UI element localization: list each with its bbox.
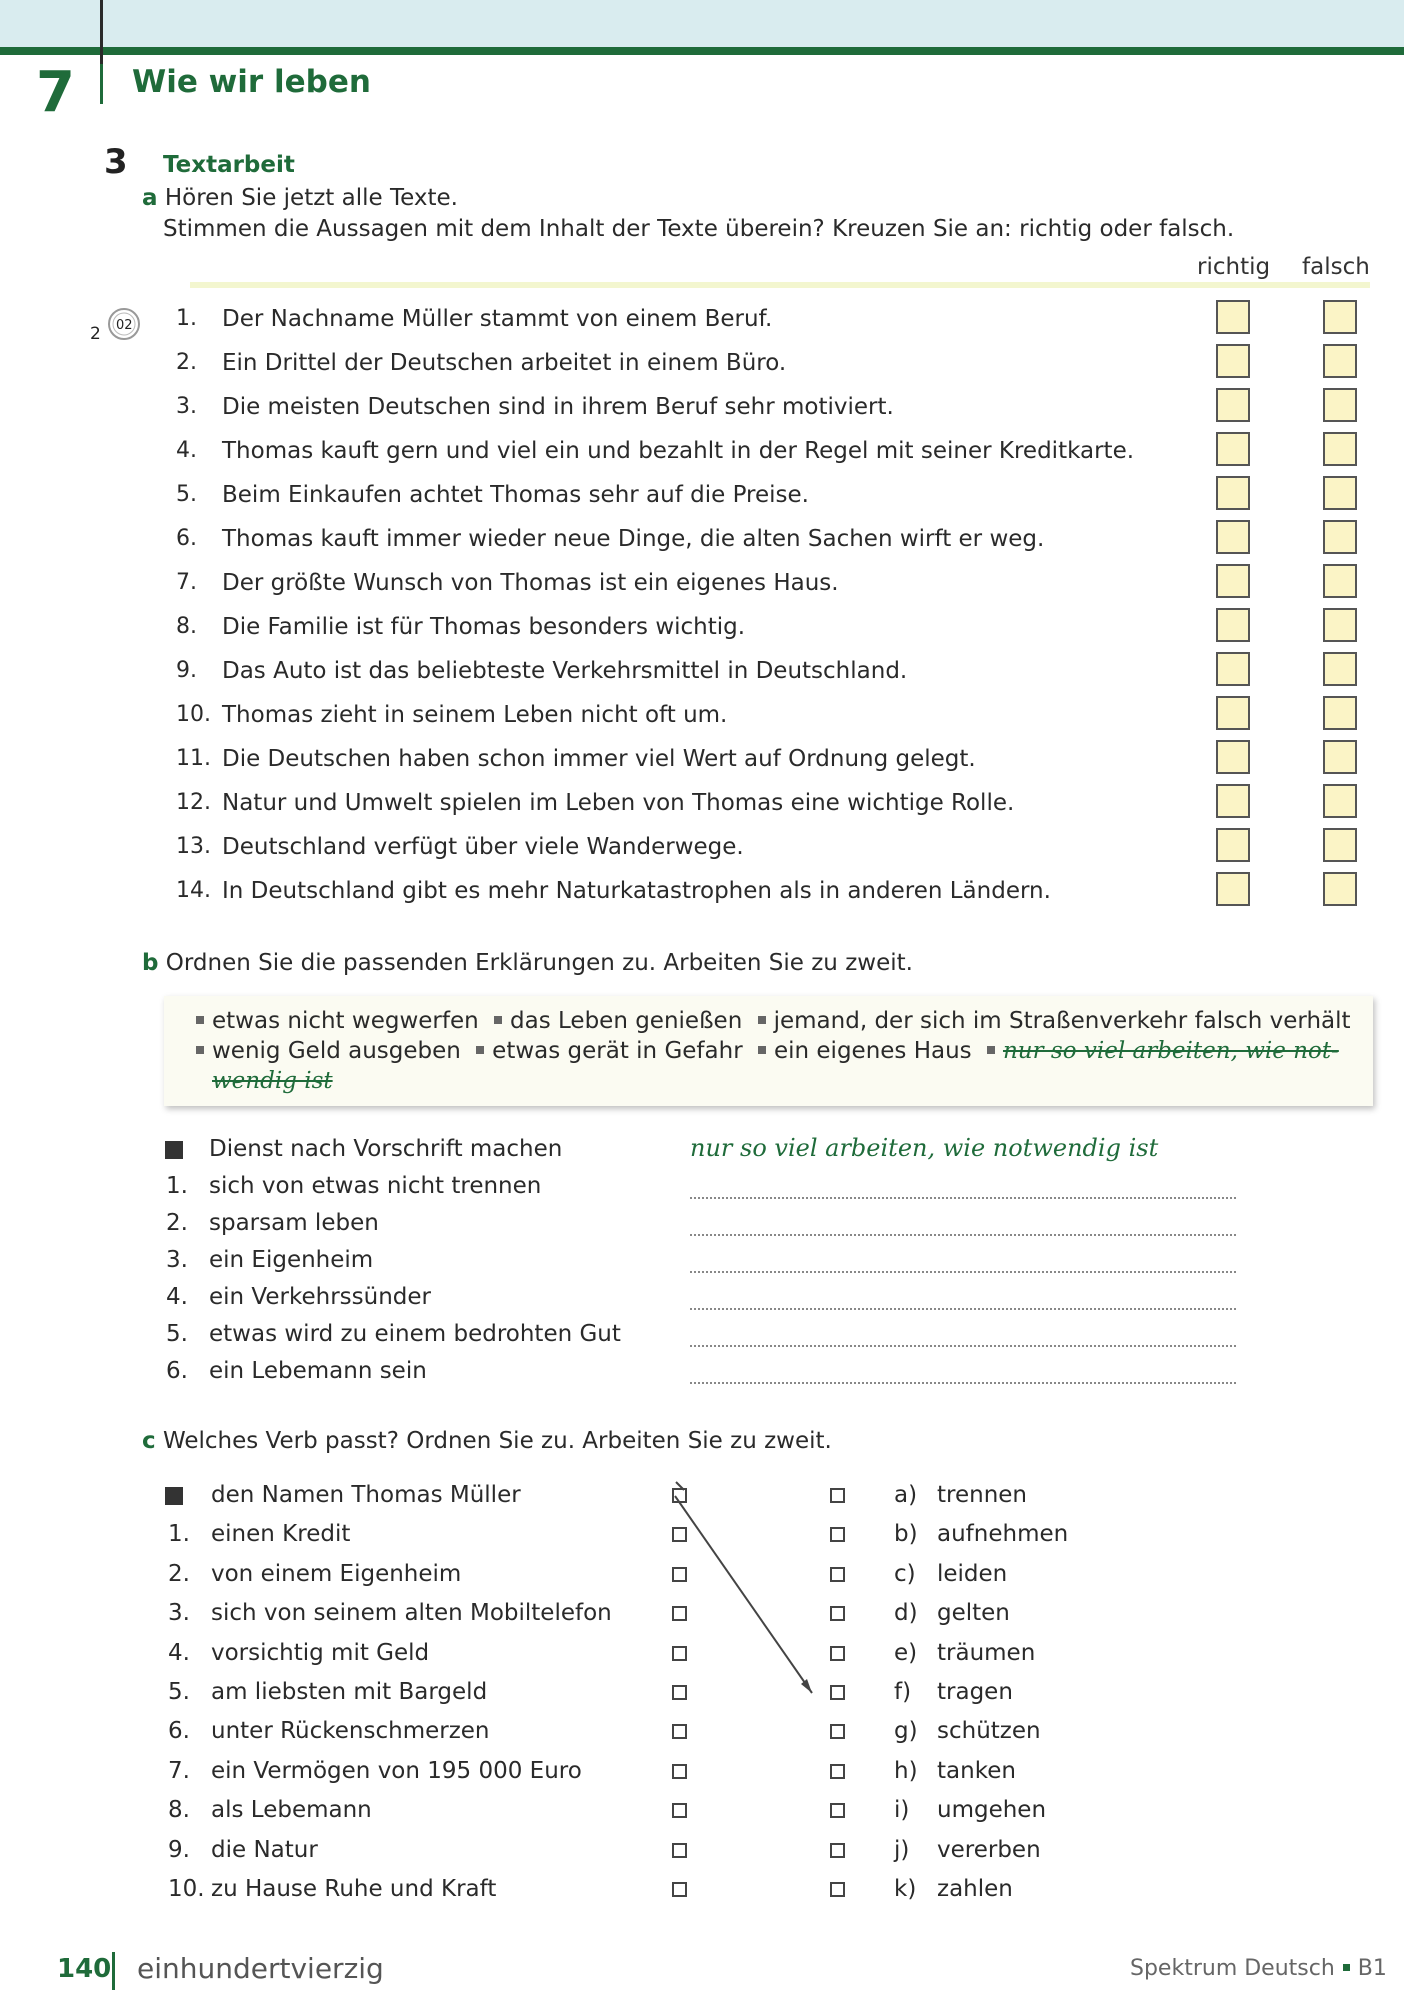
audio-track-number: 02: [116, 318, 133, 333]
statement-text: Die Familie ist für Thomas besonders wichtig.: [222, 614, 746, 640]
word-box-struck-entry: nur so viel arbeiten, wie not-: [1002, 1038, 1339, 1064]
verb-text: vererben: [937, 1836, 1041, 1863]
statement-text: Thomas zieht in seinem Leben nicht oft um.: [222, 702, 728, 728]
verb-letter: h): [894, 1757, 918, 1784]
phrase-number: 7.: [168, 1757, 190, 1784]
part-c-instruction: [142, 1428, 832, 1454]
part-c-letter: c: [142, 1428, 156, 1454]
part-c-instruction-text: Welches Verb passt? Ordnen Sie zu. Arbeiten Sie zu zweit.: [162, 1428, 832, 1454]
checkbox-richtig[interactable]: [1216, 652, 1250, 686]
answer-line[interactable]: [690, 1306, 1236, 1310]
statement-text: Die meisten Deutschen sind in ihrem Beruf sehr motiviert.: [222, 394, 894, 420]
column-header-falsch: falsch: [1302, 254, 1370, 280]
match-item-text: sparsam leben: [209, 1210, 379, 1236]
word-box-entry[interactable]: etwas nicht wegwerfen: [212, 1008, 479, 1034]
match-item-text: ein Verkehrssünder: [209, 1284, 431, 1310]
checkbox-richtig[interactable]: [1216, 344, 1250, 378]
match-item-text: etwas wird zu einem bedrohten Gut: [209, 1321, 621, 1347]
checkbox-falsch[interactable]: [1323, 828, 1357, 862]
phrase-text: einen Kredit: [211, 1521, 351, 1548]
top-banner: [0, 0, 1404, 50]
phrase-number: 3.: [168, 1600, 190, 1627]
example-phrase: Dienst nach Vorschrift machen: [209, 1136, 563, 1162]
right-match-box[interactable]: [830, 1843, 845, 1858]
phrase-text: ein Vermögen von 195 000 Euro: [211, 1757, 582, 1784]
answer-line[interactable]: [690, 1232, 1236, 1236]
series-name: Spektrum Deutsch: [1130, 1956, 1335, 1981]
checkbox-richtig[interactable]: [1216, 608, 1250, 642]
word-box-line-3: [212, 1068, 333, 1094]
verb-text: leiden: [937, 1560, 1008, 1587]
checkbox-richtig[interactable]: [1216, 696, 1250, 730]
verb-text: trennen: [937, 1482, 1028, 1508]
series-label: [1130, 1956, 1387, 1981]
page-number-word: einhundertvierzig: [137, 1952, 384, 1985]
audio-track-icon[interactable]: [86, 306, 144, 342]
word-box-entry[interactable]: wenig Geld ausgeben: [212, 1038, 461, 1064]
statement-text: Thomas kauft immer wieder neue Dinge, die alten Sachen wirft er weg.: [222, 526, 1045, 552]
word-box-line-2: [188, 1038, 1339, 1064]
verb-text: tanken: [937, 1757, 1016, 1784]
section-title: Textarbeit: [163, 152, 295, 178]
verb-text: träumen: [937, 1639, 1036, 1666]
statement-number: 5.: [176, 482, 197, 507]
phrase-text: sich von seinem alten Mobiltelefon: [211, 1600, 612, 1627]
part-a-instruction-text: Hören Sie jetzt alle Texte.: [164, 185, 458, 211]
statement-text: Beim Einkaufen achtet Thomas sehr auf die Preise.: [222, 482, 809, 508]
statement-text: Natur und Umwelt spielen im Leben von Thomas eine wichtige Rolle.: [222, 790, 1015, 816]
phrase-text: von einem Eigenheim: [211, 1560, 462, 1587]
statement-number: 7.: [176, 570, 197, 595]
right-match-box[interactable]: [830, 1724, 845, 1739]
phrase-number: 8.: [168, 1797, 190, 1824]
checkbox-falsch[interactable]: [1323, 696, 1357, 730]
checkbox-falsch[interactable]: [1323, 872, 1357, 906]
word-box-line-1: [188, 1008, 1351, 1034]
header-rule: [190, 282, 1370, 288]
statement-text: Der Nachname Müller stammt von einem Beruf.: [222, 306, 773, 332]
left-match-box[interactable]: [672, 1803, 687, 1818]
answer-line[interactable]: [690, 1380, 1236, 1384]
phrase-number: 5.: [168, 1679, 190, 1705]
phrase-text: vorsichtig mit Geld: [211, 1639, 430, 1666]
statement-number: 14.: [176, 878, 211, 903]
left-match-box[interactable]: [672, 1764, 687, 1779]
phrase-number: 10.: [168, 1876, 205, 1902]
verb-letter: a): [894, 1482, 918, 1508]
phrase-text: die Natur: [211, 1836, 318, 1863]
checkbox-falsch[interactable]: [1323, 432, 1357, 466]
verb-letter: b): [894, 1521, 918, 1548]
right-match-box[interactable]: [830, 1882, 845, 1897]
phrase-number: 9.: [168, 1836, 190, 1863]
checkbox-richtig[interactable]: [1216, 388, 1250, 422]
verb-text: aufnehmen: [937, 1521, 1069, 1548]
verb-letter: c): [894, 1560, 916, 1587]
statement-number: 4.: [176, 438, 197, 463]
match-item-number: 5.: [166, 1321, 188, 1347]
example-marker-icon: [165, 1487, 183, 1505]
match-item-number: 4.: [166, 1284, 188, 1310]
verb-letter: j): [894, 1836, 910, 1863]
phrase-number: 2.: [168, 1560, 190, 1587]
phrase-text: den Namen Thomas Müller: [211, 1482, 521, 1508]
statement-number: 3.: [176, 394, 197, 419]
phrase-text: als Lebemann: [211, 1797, 372, 1824]
word-box-entry[interactable]: das Leben genießen: [510, 1008, 743, 1034]
column-header-richtig: richtig: [1197, 254, 1271, 280]
left-match-box[interactable]: [672, 1724, 687, 1739]
statement-number: 11.: [176, 746, 211, 771]
match-item-number: 6.: [166, 1358, 188, 1384]
phrase-text: am liebsten mit Bargeld: [211, 1679, 488, 1705]
verb-letter: i): [894, 1797, 910, 1824]
part-b-instruction-text: Ordnen Sie die passenden Erklärungen zu. Arbeiten Sie zu zweit.: [165, 950, 913, 976]
checkbox-falsch[interactable]: [1323, 388, 1357, 422]
chapter-title: Wie wir leben: [132, 64, 371, 100]
match-item-text: ein Lebemann sein: [209, 1358, 427, 1384]
part-b-instruction: [142, 950, 913, 976]
statement-text: Der größte Wunsch von Thomas ist ein eigenes Haus.: [222, 570, 839, 596]
statement-text: Deutschland verfügt über viele Wanderwege.: [222, 834, 744, 860]
phrase-text: unter Rückenschmerzen: [211, 1718, 490, 1745]
example-handwritten-answer: nur so viel arbeiten, wie notwendig ist: [690, 1134, 1159, 1162]
checkbox-falsch[interactable]: [1323, 740, 1357, 774]
chapter-separator: [100, 64, 103, 104]
statement-number: 12.: [176, 790, 211, 815]
checkbox-falsch[interactable]: [1323, 784, 1357, 818]
audio-cd-number: 2: [90, 324, 101, 342]
example-connector-line: [660, 1470, 860, 1700]
checkbox-richtig[interactable]: [1216, 432, 1250, 466]
right-match-box[interactable]: [830, 1803, 845, 1818]
statement-number: 8.: [176, 614, 197, 639]
footer-separator: [112, 1952, 115, 1990]
checkbox-falsch[interactable]: [1323, 300, 1357, 334]
phrase-number: 6.: [168, 1718, 190, 1745]
phrase-number: 4.: [168, 1639, 190, 1666]
verb-letter: e): [894, 1639, 918, 1666]
statement-number: 6.: [176, 526, 197, 551]
answer-line[interactable]: [690, 1269, 1236, 1273]
statement-number: 9.: [176, 658, 197, 683]
word-box: [164, 996, 1373, 1106]
checkbox-richtig[interactable]: [1216, 476, 1250, 510]
statement-number: 13.: [176, 834, 211, 859]
match-item-text: ein Eigenheim: [209, 1247, 374, 1273]
verb-text: umgehen: [937, 1797, 1047, 1824]
checkbox-falsch[interactable]: [1323, 652, 1357, 686]
statement-text: In Deutschland gibt es mehr Naturkatastrophen als in anderen Ländern.: [222, 878, 1051, 904]
checkbox-falsch[interactable]: [1323, 520, 1357, 554]
checkbox-richtig[interactable]: [1216, 872, 1250, 906]
verb-letter: k): [894, 1876, 917, 1902]
checkbox-richtig[interactable]: [1216, 740, 1250, 774]
answer-line[interactable]: [690, 1343, 1236, 1347]
statement-text: Die Deutschen haben schon immer viel Wert auf Ordnung gelegt.: [222, 746, 976, 772]
series-level: B1: [1357, 1956, 1387, 1981]
word-box-struck-entry-end: wendig ist: [212, 1068, 333, 1094]
verb-text: gelten: [937, 1600, 1010, 1627]
statement-number: 10.: [176, 702, 211, 727]
answer-line[interactable]: [690, 1195, 1236, 1199]
verb-text: tragen: [937, 1679, 1013, 1705]
checkbox-richtig[interactable]: [1216, 520, 1250, 554]
example-marker-icon: [165, 1141, 183, 1159]
part-a-letter: a: [142, 185, 158, 211]
section-number: 3: [104, 142, 128, 182]
word-box-entry[interactable]: jemand, der sich im Straßenverkehr falsch verhält: [773, 1008, 1351, 1034]
checkbox-falsch[interactable]: [1323, 608, 1357, 642]
part-a-instruction-1: [142, 185, 458, 211]
verb-letter: d): [894, 1600, 918, 1627]
match-item-number: 1.: [166, 1173, 188, 1199]
statement-number: 1.: [176, 306, 197, 331]
statement-text: Thomas kauft gern und viel ein und bezahlt in der Regel mit seiner Kreditkarte.: [222, 438, 1135, 464]
verb-letter: g): [894, 1718, 918, 1745]
checkbox-richtig[interactable]: [1216, 784, 1250, 818]
top-rule: [0, 47, 1404, 55]
checkbox-falsch[interactable]: [1323, 476, 1357, 510]
verb-text: zahlen: [937, 1876, 1013, 1902]
checkbox-richtig[interactable]: [1216, 300, 1250, 334]
checkbox-falsch[interactable]: [1323, 564, 1357, 598]
statement-text: Das Auto ist das beliebteste Verkehrsmittel in Deutschland.: [222, 658, 908, 684]
page-number: 140: [57, 1954, 112, 1984]
part-b-letter: b: [142, 950, 159, 976]
verb-text: schützen: [937, 1718, 1041, 1745]
match-item-number: 3.: [166, 1247, 188, 1273]
chapter-number: 7: [36, 60, 75, 125]
checkbox-falsch[interactable]: [1323, 344, 1357, 378]
checkbox-richtig[interactable]: [1216, 828, 1250, 862]
right-match-box[interactable]: [830, 1764, 845, 1779]
phrase-number: 1.: [168, 1521, 190, 1548]
match-item-number: 2.: [166, 1210, 188, 1236]
match-item-text: sich von etwas nicht trennen: [209, 1173, 542, 1199]
statement-number: 2.: [176, 350, 197, 375]
statement-text: Ein Drittel der Deutschen arbeitet in einem Büro.: [222, 350, 787, 376]
verb-letter: f): [894, 1679, 912, 1705]
left-match-box[interactable]: [672, 1843, 687, 1858]
word-box-entry[interactable]: etwas gerät in Gefahr: [492, 1038, 743, 1064]
word-box-entry[interactable]: ein eigenes Haus: [773, 1038, 972, 1064]
part-a-instruction-2: Stimmen die Aussagen mit dem Inhalt der Texte überein? Kreuzen Sie an: richtig oder falsch.: [163, 216, 1235, 242]
phrase-text: zu Hause Ruhe und Kraft: [211, 1876, 497, 1902]
checkbox-richtig[interactable]: [1216, 564, 1250, 598]
left-match-box[interactable]: [672, 1882, 687, 1897]
